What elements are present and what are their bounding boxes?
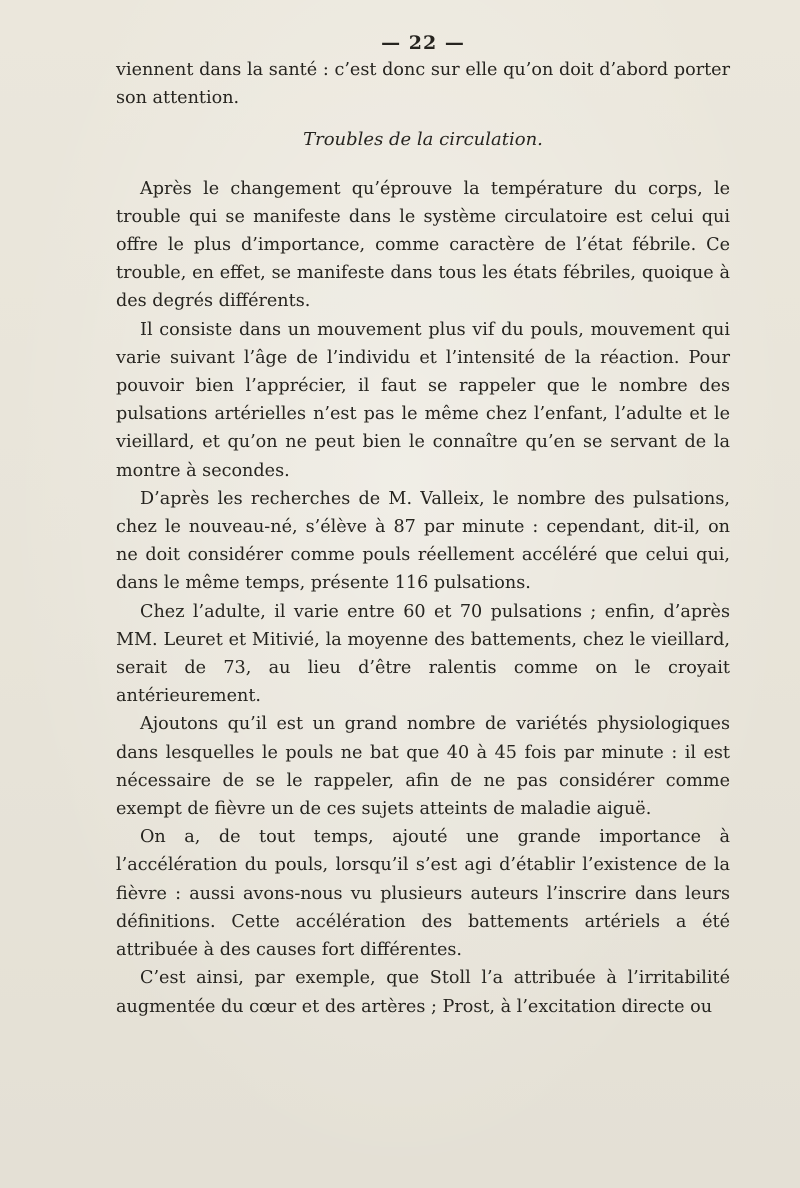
paragraph: C’est ainsi, par exemple, que Stoll l’a attribuée à l’irritabilité augmentée du cœur et des artères ; Prost, à l’excitation directe ou (116, 968, 730, 1017)
paragraph-continuation: viennent dans la santé : c’est donc sur elle qu’on doit d’abord porter son attention. (116, 60, 730, 109)
paragraph: Ajoutons qu’il est un grand nombre de variétés physiologiques dans lesquelles le pouls ne bat que 40 à 45 fois par minute : il est nécessaire de se le rappeler, afin de ne pas considérer comme exempt de fièvre un de ces sujets atteints de maladie aiguë. (116, 714, 730, 820)
paragraph: Chez l’adulte, il varie entre 60 et 70 pulsations ; enfin, d’après MM. Leuret et Mitivié, la moyenne des battements, chez le vieillard, serait de 73, au lieu d’être ralentis comme on le croyait antérieurement. (116, 601, 730, 707)
paragraph: D’après les recherches de M. Valleix, le nombre des pulsations, chez le nouveau-né, s’élève à 87 par minute : cependant, dit-il, on ne doit considérer comme pouls réellement accéléré que celui qui, dans le même temps, présente 116 pulsations. (116, 488, 730, 594)
paragraph: Il consiste dans un mouvement plus vif du pouls, mouvement qui varie suivant l’âge de l’individu et l’intensité de la réaction. Pour pouvoir bien l’apprécier, il faut se rappeler que le nombre des pulsations artérielles n’est pas le même chez l’enfant, l’adulte et le vieillard, et qu’on ne peut bien le connaître qu’en se servant de la montre à secondes. (116, 319, 730, 481)
section-title: Troubles de la circulation. (303, 129, 543, 151)
page-text (116, 30, 730, 1021)
paragraph: On a, de tout temps, ajouté une grande importance à l’accélération du pouls, lorsqu’il s’est agi d’établir l’existence de la fièvre : aussi avons-nous vu plusieurs auteurs l’inscrire dans leurs définitions. Cette accélération des battements artériels a été attribuée à des causes fort différentes. (116, 827, 730, 961)
page-number: — 22 — (381, 32, 465, 54)
paragraph: Après le changement qu’éprouve la température du corps, le trouble qui se manifeste dans le système circulatoire est celui qui offre le plus d’importance, comme caractère de l’état fébrile. Ce trouble, en effet, se manifeste dans tous les états fébriles, quoique à des degrés différents. (116, 178, 730, 312)
